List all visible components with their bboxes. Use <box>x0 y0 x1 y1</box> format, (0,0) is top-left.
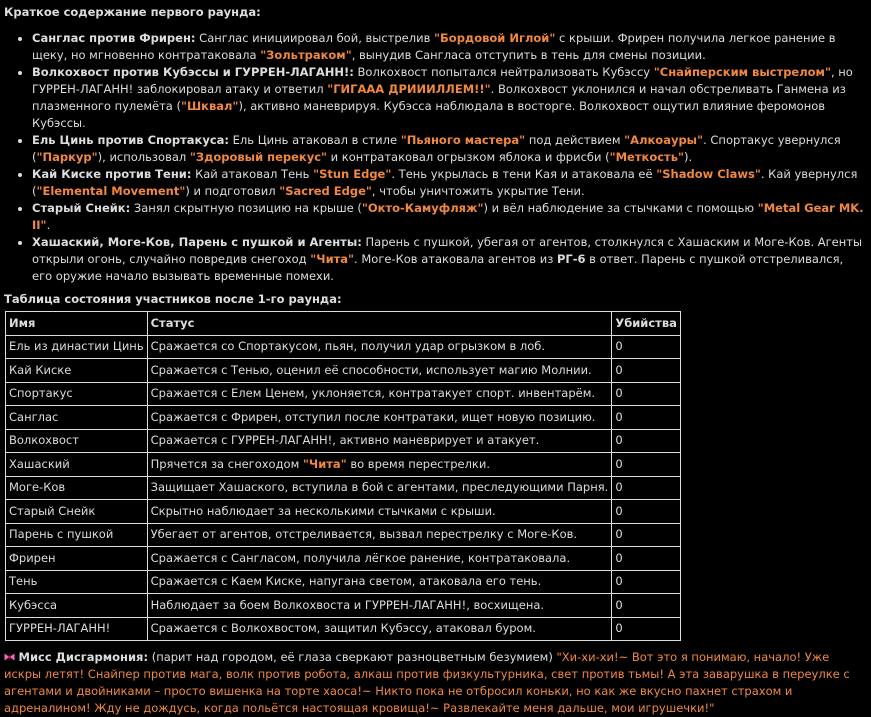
summary-text: . <box>46 218 51 232</box>
ability-name: "Паркур" <box>36 150 98 164</box>
summary-text: Парень с пушкой, убегая от агентов, столкнулся с Хашаским и Моге-Ков. Агенты открыли огонь, случайно повредив снегоход <box>32 235 863 266</box>
summary-text: . Кай увернулся ( <box>32 167 858 198</box>
cell-name: Санглас <box>6 406 148 430</box>
ability-name: "Shadow Claws" <box>656 167 761 181</box>
weapon-name: РГ-6 <box>556 252 586 266</box>
summary-item-title: Волкохвост против Кубэссы и ГУРРЕН-ЛАГАНН!: <box>32 65 354 79</box>
table-row <box>6 359 681 383</box>
summary-text: Ель Цинь атаковал в стиле <box>229 133 401 147</box>
summary-text: Волкохвост попытался нейтрализовать Кубэссу <box>353 65 654 79</box>
summary-item-title: Ель Цинь против Спортакуса: <box>32 133 230 147</box>
cell-name: Фрирен <box>6 547 148 571</box>
ability-name: "Sacred Edge" <box>279 184 372 198</box>
summary-text: Занял скрытную позицию на крыше ( <box>130 201 362 215</box>
cell-status: Сражается со Спортакусом, пьян, получил удар огрызком в лоб. <box>147 335 612 359</box>
table-heading: Таблица состояния участников после 1-го раунда: <box>4 292 342 306</box>
cell-status <box>147 453 612 477</box>
ability-name: "Бордовой Иглой" <box>434 31 556 45</box>
ability-name: "Снайперским выстрелом" <box>653 65 831 79</box>
summary-text: , чтобы уничтожить укрытие Тени. <box>371 184 585 198</box>
column-header-kills: Убийства <box>612 312 681 336</box>
table-header-row <box>6 312 681 336</box>
status-text: Прячется за снегоходом <box>150 456 303 471</box>
cell-name: Спортакус <box>6 382 148 406</box>
cell-kills: 0 <box>612 335 681 359</box>
table-row <box>6 453 681 477</box>
cell-kills: 0 <box>612 594 681 618</box>
ability-name: "Stun Edge" <box>313 167 392 181</box>
cell-name: Тень <box>6 570 148 594</box>
table-row <box>6 617 681 641</box>
summary-text: . Моге-Ков атаковала агентов из <box>354 252 557 266</box>
summary-text: ) и вёл наблюдение за стычками с помощью <box>483 201 758 215</box>
summary-text: ). <box>683 150 693 164</box>
speaker-name: Мисс Дисгармония: <box>18 650 149 664</box>
summary-text: . Спортакус увернулся ( <box>32 133 841 164</box>
summary-text: ), использовал <box>97 150 190 164</box>
table-row <box>6 382 681 406</box>
cell-status: Сражается с Тенью, оценил её способности, использует магию Молнии. <box>147 359 612 383</box>
ability-name: "Elemental Movement" <box>36 184 186 198</box>
table-row <box>6 523 681 547</box>
table-row <box>6 406 681 430</box>
cell-kills: 0 <box>612 406 681 430</box>
summary-item-title: Старый Снейк: <box>32 201 131 215</box>
cell-kills: 0 <box>612 453 681 477</box>
cell-kills: 0 <box>612 476 681 500</box>
speaker-action: (парит над городом, её глаза сверкают разноцветным безумием) <box>148 650 557 664</box>
ability-name: "Шквал" <box>180 99 239 113</box>
summary-text: Кай атаковал Тень <box>191 167 314 181</box>
cell-name: Волкохвост <box>6 429 148 453</box>
ability-name: "Пьяного мастера" <box>400 133 526 147</box>
cell-status: Скрытно наблюдает за несколькими стычками с крыши. <box>147 500 612 524</box>
table-row <box>6 429 681 453</box>
summary-text: . Тень укрылась в тени Кая и атаковала её <box>391 167 657 181</box>
summary-item <box>32 200 865 234</box>
vehicle-name: "Чита" <box>302 456 347 471</box>
cell-name: Хашаский <box>6 453 148 477</box>
cell-name: Кай Киске <box>6 359 148 383</box>
summary-text: с крыши. Фрирен получила легкое ранение в щеку, но мгновенно контратаковала <box>32 31 836 62</box>
mistress-quote <box>4 649 865 717</box>
cell-name: Кубэсса <box>6 594 148 618</box>
cell-kills: 0 <box>612 523 681 547</box>
status-table <box>5 311 681 641</box>
cell-status: Сражается с Волкохвостом, защитил Кубэссу, атаковал буром. <box>147 617 612 641</box>
column-header-status: Статус <box>147 312 612 336</box>
summary-item <box>32 234 865 285</box>
cell-kills: 0 <box>612 547 681 571</box>
summary-text: Санглас инициировал бой, выстрелив <box>195 31 435 45</box>
cell-status: Сражается с Каем Киске, напугана светом, атаковала его тень. <box>147 570 612 594</box>
summary-text: . Волкохвост уклонился и начал обстреливать Ганмена из плазменного пулемёта ( <box>32 82 846 113</box>
summary-text: ), активно маневрируя. Кубэсса наблюдала в восторге. Волкохвост ощутил влияние феромонов Кубэссы. <box>32 99 826 130</box>
speaker-speech: "Хи-хи-хи!~ Вот это я понимаю, начало! Уже искры летят! Снайпер против мага, волк против робота, алкаш против физкультурника, свет против тьмы! А эта заварушка в переулке с агентами и двойниками – просто вишенка на торте хаоса!~ Никто пока не отбросил коньки, но как же вкусно пахнет страхом и адреналином! Жду не дождусь, когда польётся настоящая кровища!~ Развлекайте меня дальше, мои игрушечки!" <box>4 650 850 715</box>
table-row <box>6 500 681 524</box>
summary-heading: Краткое содержание первого раунда: <box>4 5 261 19</box>
summary-item-title: Кай Киске против Тени: <box>32 167 192 181</box>
summary-text: ) и подготовил <box>185 184 280 198</box>
cell-kills: 0 <box>612 359 681 383</box>
cell-kills: 0 <box>612 500 681 524</box>
table-row <box>6 594 681 618</box>
cell-status: Сражается с Сангласом, получила лёгкое ранение, контратаковала. <box>147 547 612 571</box>
summary-text: , вынудив Сангласа отступить в тень для смены позиции. <box>351 48 706 62</box>
summary-item <box>32 30 865 64</box>
cell-kills: 0 <box>612 429 681 453</box>
summary-item <box>32 64 865 132</box>
table-row <box>6 335 681 359</box>
ability-name: "Окто-Камуфляж" <box>361 201 484 215</box>
cell-name: Парень с пушкой <box>6 523 148 547</box>
cell-name: Старый Снейк <box>6 500 148 524</box>
cell-name: Ель из династии Цинь <box>6 335 148 359</box>
summary-item <box>32 166 865 200</box>
cell-kills: 0 <box>612 570 681 594</box>
summary-text: и контратаковал огрызком яблока и фрисби ( <box>327 150 610 164</box>
ability-name: "Metal Gear MK. II" <box>32 201 864 232</box>
table-row <box>6 570 681 594</box>
table-row <box>6 547 681 571</box>
summary-text: в ответ. Парень с пушкой отстреливался, его оружие начало вызывать временные помехи. <box>32 252 844 283</box>
cell-status: Убегает от агентов, отстреливается, вызвал перестрелку с Моге-Ков. <box>147 523 612 547</box>
cell-status: Защищает Хашаского, вступила в бой с агентами, преследующими Парня. <box>147 476 612 500</box>
cell-status: Сражается с ГУРРЕН-ЛАГАНН!, активно маневрирует и атакует. <box>147 429 612 453</box>
cell-status: Наблюдает за боем Волкохвоста и ГУРРЕН-ЛАГАНН!, восхищена. <box>147 594 612 618</box>
column-header-name: Имя <box>6 312 148 336</box>
cell-kills: 0 <box>612 382 681 406</box>
summary-text: , но ГУРРЕН-ЛАГАНН! заблокировал атаку и ответил <box>32 65 853 96</box>
cell-kills: 0 <box>612 617 681 641</box>
ability-name: "Чита" <box>310 252 355 266</box>
ability-name: "Меткость" <box>609 150 684 164</box>
cell-status: Сражается с Елем Ценем, уклоняется, контратакует спорт. инвентарём. <box>147 382 612 406</box>
summary-text: под действием <box>525 133 625 147</box>
summary-item <box>32 132 865 166</box>
table-row <box>6 476 681 500</box>
summary-item-title: Санглас против Фрирен: <box>32 31 196 45</box>
summary-item-title: Хашаский, Моге-Ков, Парень с пушкой и Агенты: <box>32 235 362 249</box>
ribbon-icon <box>4 651 19 664</box>
ability-name: "Здоровый перекус" <box>189 150 328 164</box>
ability-name: "Зольтраком" <box>260 48 352 62</box>
ability-name: "Алкоауры" <box>624 133 704 147</box>
cell-name: Моге-Ков <box>6 476 148 500</box>
summary-list <box>4 30 865 285</box>
cell-status: Сражается с Фрирен, отступил после контратаки, ищет новую позицию. <box>147 406 612 430</box>
status-text: во время перестрелки. <box>346 456 491 471</box>
cell-name: ГУРРЕН-ЛАГАНН! <box>6 617 148 641</box>
ability-name: "ГИГААА ДРИИИЛЛЕМ!!" <box>327 82 491 96</box>
